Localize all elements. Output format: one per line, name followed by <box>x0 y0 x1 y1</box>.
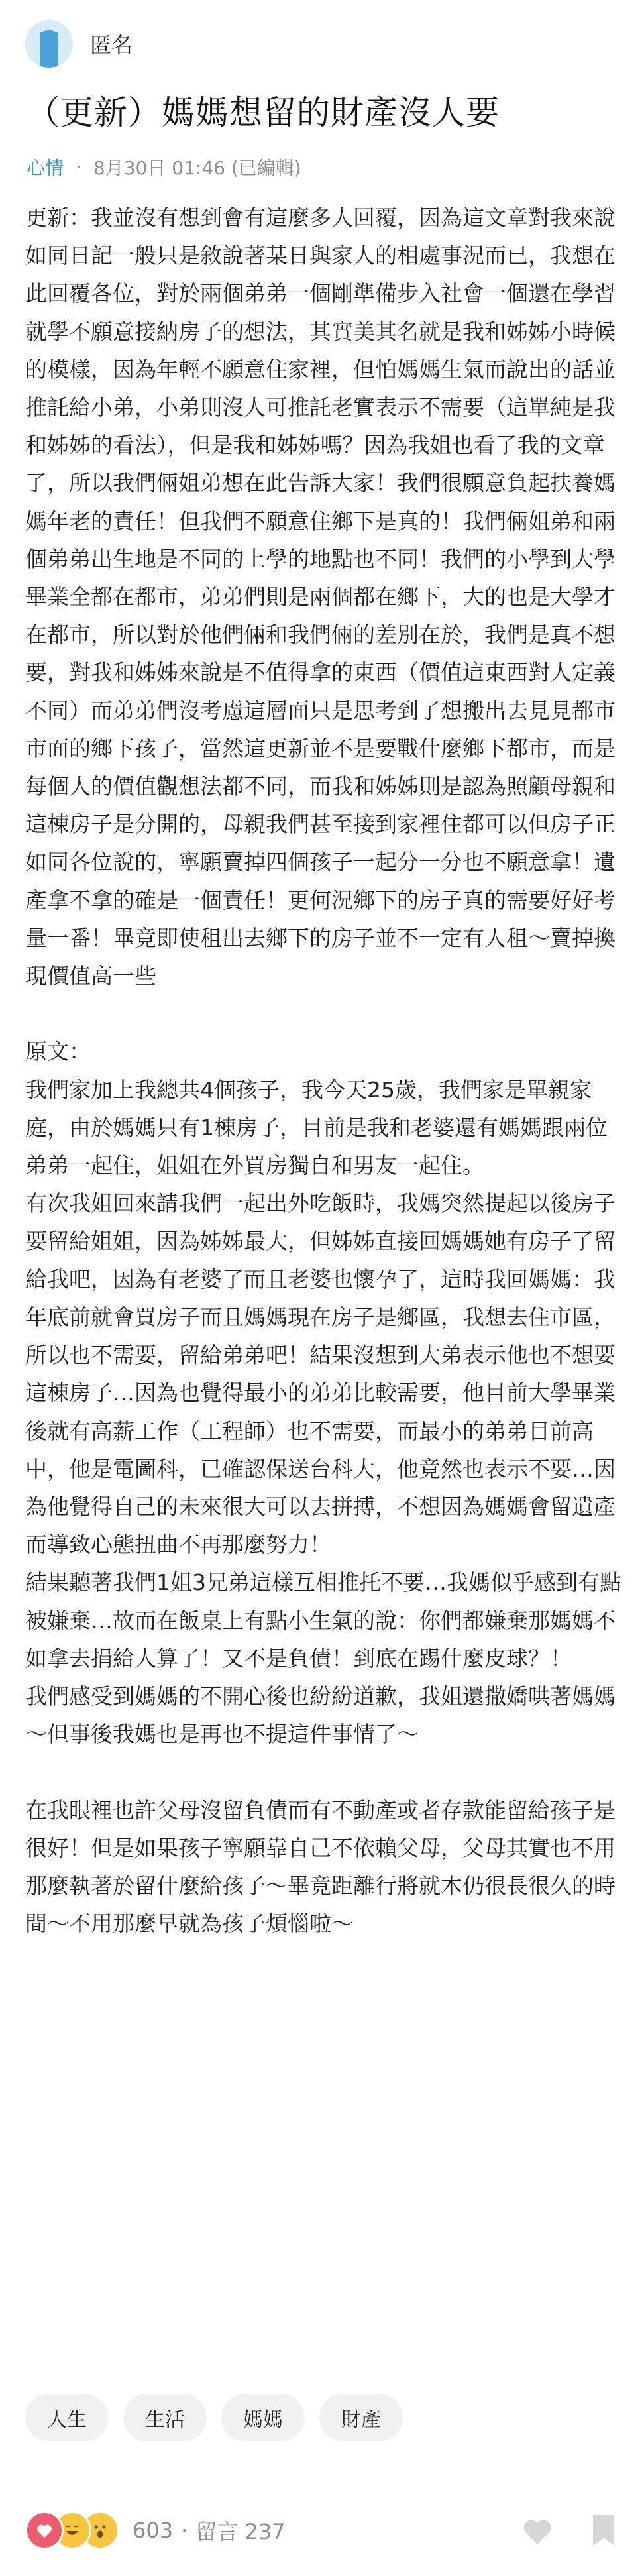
author-name[interactable]: 匿名 <box>90 32 133 58</box>
meta-separator: · <box>76 156 81 178</box>
comment-count[interactable]: 留言 237 <box>195 2519 286 2544</box>
heart-reaction-icon <box>25 2511 64 2549</box>
author-row[interactable] <box>25 12 133 76</box>
board-link[interactable]: 心情 <box>27 157 64 179</box>
post-footer <box>25 2500 621 2561</box>
reaction-summary[interactable] <box>25 2511 109 2549</box>
tag-chip[interactable]: 媽媽 <box>221 2394 305 2441</box>
tag-list <box>25 2394 403 2441</box>
post-title: （更新）媽媽想留的財產沒人要 <box>27 93 500 132</box>
stats-separator: · <box>181 2518 188 2543</box>
bookmark-icon[interactable] <box>586 2512 621 2548</box>
anonymous-user-icon[interactable] <box>25 20 73 68</box>
post-meta <box>27 154 301 180</box>
post-body: 更新：我並沒有想到會有這麼多人回覆，因為這文章對我來說如同日記一般只是敘說著某日與家人的相處事況而已，我想在此回覆各位，對於兩個弟弟一個剛準備步入社會一個還在學習就學不願意接納房子的想法，其實美其名就是我和姊姊小時候的模樣，因為年輕不願意住家裡，但怕媽媽生氣而說出的話並推託給小弟，小弟則沒人可推託老實表示不需要（這單純是我和姊姊的看法），但是我和姊姊嗎？因為我姐也看了我的文章了，所以我們倆姐弟想在此告訴大家！我們很願意負起扶養媽媽年老的責任！但我們不願意住鄉下是真的！我們倆姐弟和兩個弟弟出生地是不同的上學的地點也不同！我們的小學到大學畢業全都在都市，弟弟們則是兩個都在鄉下，大的也是大學才在都市，所以對於他們倆和我們倆的差別在於，我們是真不想要，對我和姊姊來說是不值得拿的東西（價值這東西對人定義不同）而弟弟們沒考慮這層面只是思考到了想搬出去見見都市市面的鄉下孩子，當然這更新並不是要戰什麼鄉下都市，而是每個人的價值觀想法都不同，而我和姊姊則是認為照顧母親和這棟房子是分開的，母親我們甚至接到家裡住都可以但房子正如同各位說的，寧願賣掉四個孩子一起分一分也不願意拿！遺產拿不拿的確是一個責任！更何況鄉下的房子真的需要好好考量一番！畢竟即使租出去鄉下的房子並不一定有人租～賣掉換現價值高一些 原文： 我們家加上我總共4個孩子，我今天25歲，我們家是單親家庭，由於媽媽只有1棟房子，目前是我和老婆還有媽媽跟兩位弟弟一起住，姐姐在外買房獨自和男友一起住。 有次我姐回來請我們一起出外吃飯時，我媽突然提起以後房子要留給姐姐，因為姊姊最大，但姊姊直接回媽媽她有房子了留給我吧，因為有老婆了而且老婆也懷孕了，這時我回媽媽：我年底前就會買房子而且媽媽現在房子是鄉區，我想去住市區，所以也不需要，留給弟弟吧！結果沒想到大弟表示他也不想要這棟房子…因為也覺得最小的弟弟比較需要，他目前大學畢業後就有高薪工作（工程師）也不需要，而最小的弟弟目前高中，他是電圖科，已確認保送台科大，他竟然也表示不要…因為他覺得自己的未來很大可以去拼搏，不想因為媽媽會留遺產而導致心態扭曲不再那麼努力！ 結果聽著我們1姐3兄弟這樣互相推托不要…我媽似乎感到有點被嫌棄…故而在飯桌上有點小生氣的說：你們都嫌棄那媽媽不如拿去捐給人算了！又不是負債！到底在踢什麼皮球？！ 我們感受到媽媽的不開心後也紛紛道歉，我姐還撒嬌哄著媽媽～但事後我媽也是再也不提這件事情了～ 在我眼裡也許父母沒留負債而有不動產或者存款能留給孩子是很好！但是如果孩子寧願靠自己不依賴父母，父母其實也不用那麼執著於留什麼給孩子～畢竟距離行將就木仍很長很久的時間～不用那麼早就為孩子煩惱啦～ <box>25 205 621 1937</box>
post-stats <box>133 2515 286 2546</box>
tag-chip[interactable]: 生活 <box>123 2394 207 2441</box>
tag-chip[interactable]: 人生 <box>25 2394 109 2441</box>
like-count: 603 <box>133 2518 174 2543</box>
footer-actions <box>519 2512 621 2548</box>
tag-chip[interactable]: 財產 <box>319 2394 403 2441</box>
post-timestamp: 8月30日 01:46 (已編輯) <box>93 157 301 179</box>
heart-outline-icon[interactable] <box>519 2512 555 2548</box>
